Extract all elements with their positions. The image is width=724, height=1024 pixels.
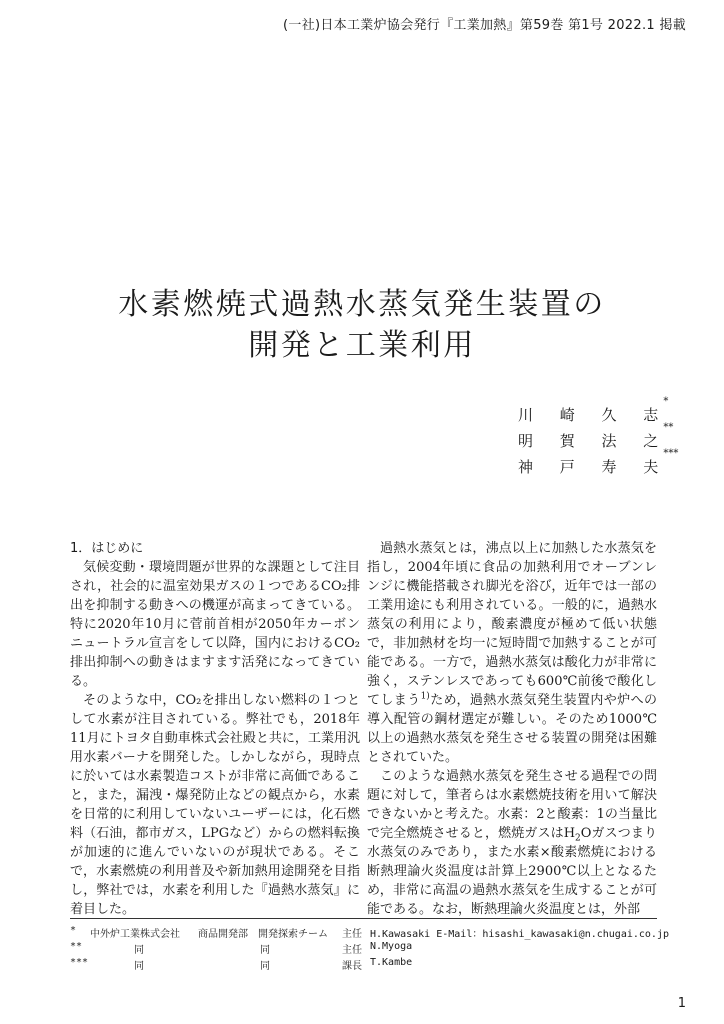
paragraph: 過熱水蒸気とは，沸点以上に加熱した水蒸気を指し，2004年頃に食品の加熱利用でオーブンレンジに機能搭載され脚光を浴び，近年では一部の工業用途にも利用されている。一般的に，過熱水蒸気の利用により，酸素濃度が極めて低い状態で，非加熱材を均一に短時間で加熱することが可能である。一方で，過熱水蒸気は酸化力が非常に強く，ステンレスであっても600℃前後で酸化してしまう$^{1)}$ため，過熱水蒸気発生装置内や炉への導入配管の鋼材選定が難しい。そのため1000℃以上の過熱水蒸気を発生させる装置の開発は困難とされていた。 xyxy=(367,541,657,765)
author-mark: ** xyxy=(663,422,674,433)
footnote-2: ** 同 同 主任 N.Myoga xyxy=(70,941,413,956)
author-name: 神 戸 寿 夫 xyxy=(518,458,670,476)
journal-header: (一社)日本工業炉協会発行『工業加熱』第59巻 第1号 2022.1 掲載 xyxy=(283,18,686,33)
paper-title xyxy=(0,284,724,366)
author-1 xyxy=(518,396,678,428)
author-list xyxy=(518,396,679,480)
footnote-1: * 中外炉工業株式会社 商品開発部 開発探索チーム 主任 H.Kawasaki E-Mail：hisashi_kawasaki@n.chugai.co.jp xyxy=(70,925,669,940)
author-mark: *** xyxy=(663,448,679,459)
author-mark: * xyxy=(663,396,669,407)
footnote-divider xyxy=(70,918,657,919)
author-name: 川 崎 久 志 xyxy=(518,406,670,424)
section-heading: 1．はじめに xyxy=(70,541,144,556)
title-line-2: 開発と工業利用 xyxy=(248,328,476,363)
right-column xyxy=(367,539,657,919)
paragraph: このような過熱水蒸気を発生させる過程での問題に対して，筆者らは水素燃焼技術を用いて解決できないかと考えた。水素：2と酸素：1の当量比で完全燃焼させると，燃焼ガスは$H_2O$ガスつまり水蒸気のみであり，また水素×酸素燃焼における断熱理論火炎温度は計算上2900℃以上となるため，非常に高温の過熱水蒸気を生成することが可能である。なお，断熱理論火炎温度とは，外部 xyxy=(367,769,657,917)
author-name: 明 賀 法 之 xyxy=(518,432,670,450)
paragraph: 気候変動・環境問題が世界的な課題として注目され，社会的に温室効果ガスの１つであるCO₂排出を抑制する動きへの機運が高まってきている。特に2020年10月に菅前首相が2050年カーボンニュートラル宣言をして以降，国内におけるCO₂排出抑制への動きはますます活発になってきている。 xyxy=(70,560,360,689)
subscript: 2 xyxy=(575,833,581,844)
title-line-1: 水素燃焼式過熱水蒸気発生装置の xyxy=(118,287,606,322)
author-3 xyxy=(518,448,679,480)
footnote-3: *** 同 同 課長 T.Kambe xyxy=(70,957,413,972)
left-column xyxy=(70,539,360,919)
author-2 xyxy=(518,422,678,454)
paragraph: そのような中，CO₂を排出しない燃料の１つとして水素が注目されている。弊社でも，2018年11月にトヨタ自動車株式会社殿と共に，工業用汎用水素バーナを開発した。しかしながら，現時点に於いては水素製造コストが非常に高価であること，また，漏洩・爆発防止などの観点から，水素を日常的に利用していないユーザーには，化石燃料（石油，都市ガス，LPGなど）からの燃料転換が加速的に進んでいないのが現状である。そこで，水素燃焼の利用普及や新加熱用途開発を目指し，弊社では，水素を利用した『過熱水蒸気』に着目した。 xyxy=(70,693,360,917)
page-number: 1 xyxy=(677,996,686,1011)
reference-mark: 1) xyxy=(420,691,430,702)
